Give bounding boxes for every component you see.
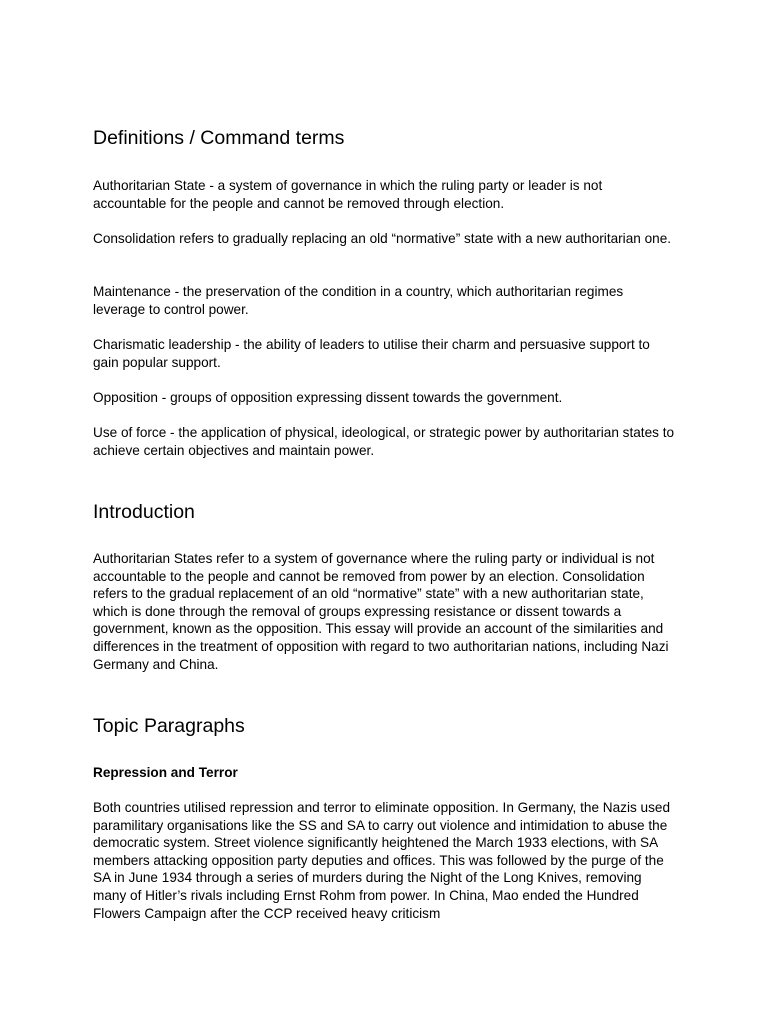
introduction-heading: Introduction <box>93 501 195 523</box>
definition-maintenance: Maintenance - the preservation of the condition in a country, which authoritarian regimes leverage to control power. <box>93 284 624 317</box>
definition-use-of-force: Use of force - the application of physical, ideological, or strategic power by authoritarian states to achieve certain objectives and maintain power. <box>93 425 675 458</box>
definition-consolidation: Consolidation refers to gradually replacing an old “normative” state with a new authoritarian one. <box>93 231 672 246</box>
definition-authoritarian-state: Authoritarian State - a system of governance in which the ruling party or leader is not accountable for the people and cannot be removed through election. <box>93 178 603 211</box>
repression-terror-paragraph: Both countries utilised repression and terror to eliminate opposition. In Germany, the Nazis used paramilitary organisations like the SS and SA to carry out violence and intimidation to abuse the democratic system. Street violence significantly heightened the March 1933 elections, with SA members attacking opposition party deputies and offices. This was followed by the purge of the SA in June 1934 through a series of murders during the Night of the Long Knives, removing many of Hitler’s rivals including Ernst Rohm from power. In China, Mao ended the Hundred Flowers Campaign after the CCP received heavy criticism <box>93 800 671 921</box>
definition-opposition: Opposition - groups of opposition expressing dissent towards the government. <box>93 390 563 405</box>
repression-terror-subheading: Repression and Terror <box>93 765 238 780</box>
definition-charismatic-leadership: Charismatic leadership - the ability of leaders to utilise their charm and persuasive support to gain popular support. <box>93 337 650 370</box>
topic-paragraphs-heading: Topic Paragraphs <box>93 715 245 737</box>
definitions-heading: Definitions / Command terms <box>93 127 345 149</box>
introduction-paragraph: Authoritarian States refer to a system of governance where the ruling party or individual is not accountable to the people and cannot be removed from power by an election. Consolidation refers to the gradual replacement of an old “normative” state” with a new authoritarian state, which is done through the removal of groups expressing resistance or dissent towards a government, known as the opposition. This essay will provide an account of the similarities and differences in the treatment of opposition with regard to two authoritarian nations, including Nazi Germany and China. <box>93 551 669 672</box>
